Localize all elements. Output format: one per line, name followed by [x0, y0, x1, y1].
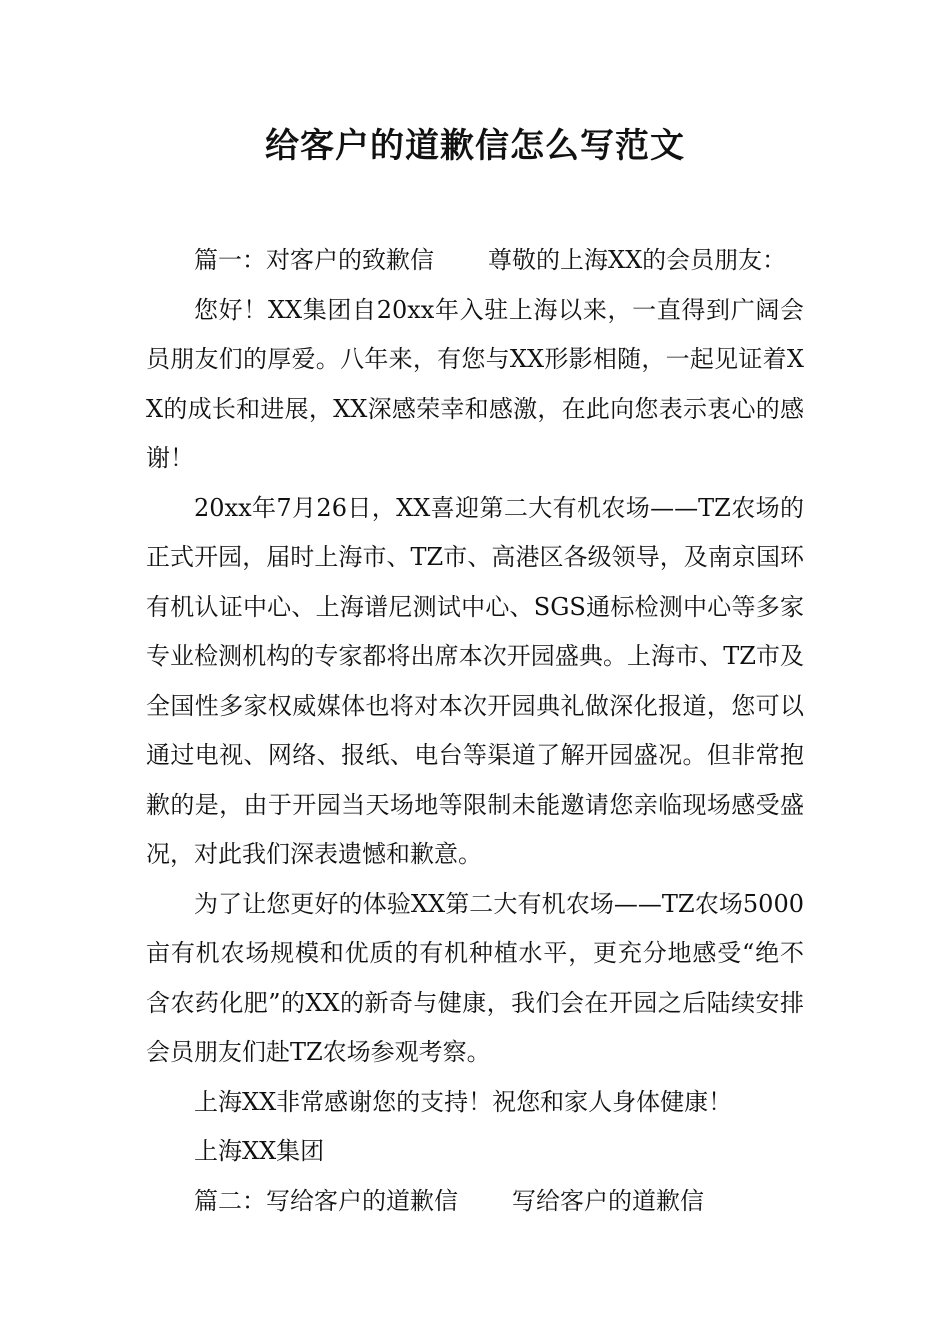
- section-2-subtitle: 写给客户的道歉信: [512, 1186, 704, 1215]
- salutation: 尊敬的上海XX的会员朋友：: [488, 246, 787, 274]
- paragraph-3: 为了让您更好的体验XX第二大有机农场——TZ农场5000亩有机农场规模和优质的有机种植水平，更充分地感受“绝不含农药化肥”的XX的新奇与健康，我们会在开园之后陆续安排会员朋友们赴TZ农场参观考察。: [146, 889, 804, 1066]
- paragraph-2: 20xx年7月26日，XX喜迎第二大有机农场——TZ农场的正式开园，届时上海市、TZ市、高港区各级领导，及南京国环有机认证中心、上海谱尼测试中心、SGS通标检测中心等多家专业检测机构的专家都将出席本次开园盛典。上海市、TZ市及全国性多家权威媒体也将对本次开园典礼做深化报道，您可以通过电视、网络、报纸、电台等渠道了解开园盛况。但非常抱歉的是，由于开园当天场地等限制未能邀请您亲临现场感受盛况，对此我们深表遗憾和歉意。: [146, 493, 804, 868]
- section-2-heading-line: [146, 1177, 804, 1227]
- page-title: 给客户的道歉信怎么写范文: [265, 126, 685, 166]
- section-1-heading-line: [146, 236, 804, 286]
- paragraph-4: 上海XX非常感谢您的支持！祝您和家人身体健康！: [194, 1087, 733, 1116]
- section-2-heading: 篇二：写给客户的道歉信: [194, 1186, 458, 1215]
- signature: 上海XX集团: [194, 1137, 325, 1165]
- section-1-heading: 篇一：对客户的致歉信: [194, 246, 434, 274]
- paragraph-1: 您好！XX集团自20xx年入驻上海以来，一直得到广阔会员朋友们的厚爱。八年来，有您与XX形影相随，一起见证着XX的成长和进展，XX深感荣幸和感激，在此向您表示衷心的感谢！: [146, 295, 804, 472]
